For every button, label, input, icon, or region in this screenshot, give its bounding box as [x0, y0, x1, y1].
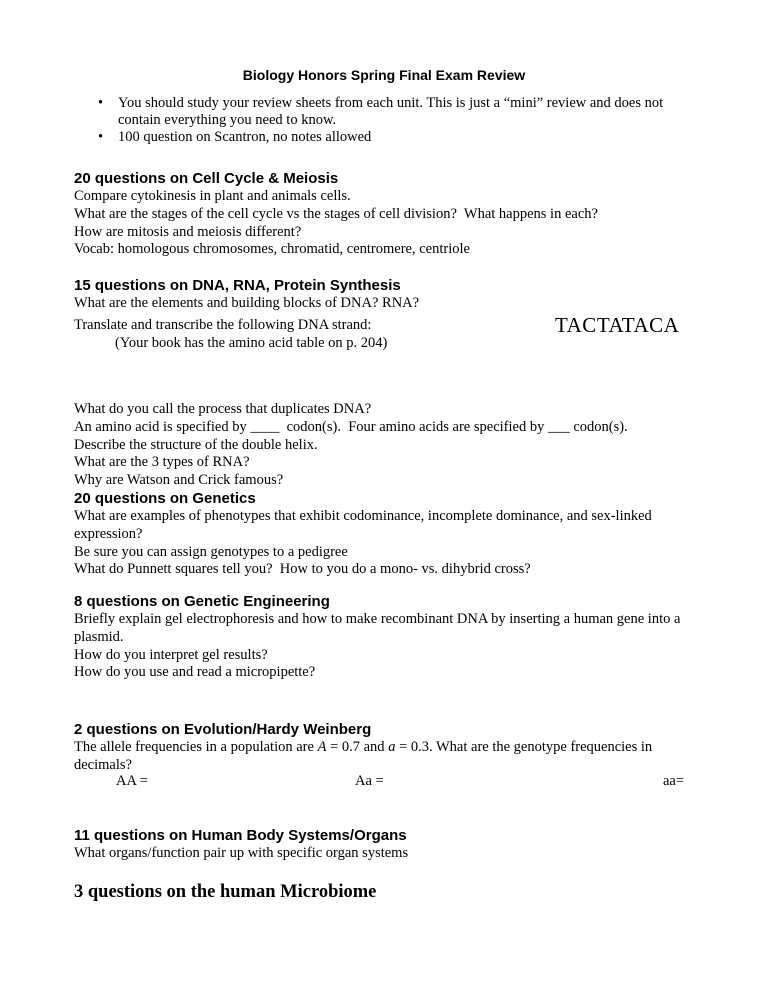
text-line: Translate and transcribe the following DNA strand: — [74, 316, 372, 333]
genotype-aa-recessive: aa= — [663, 773, 685, 789]
text-line: An amino acid is specified by ____ codon(s). Four amino acids are specified by ___ codon(s). — [74, 418, 628, 435]
text-line: What are the stages of the cell cycle vs the stages of cell division? What happens in each? — [74, 205, 598, 222]
allele-symbol: a — [388, 739, 396, 755]
text-line: What are the elements and building blocks of DNA? RNA? — [74, 295, 420, 311]
section-body-hardy-weinberg — [74, 739, 694, 775]
bullet-text: 100 question on Scantron, no notes allowed — [118, 129, 372, 145]
bullet-text: You should study your review sheets from each unit. This is just a “mini” review and does not contain everything you need to know. — [118, 95, 664, 128]
text-line: How do you use and read a micropipette? — [74, 664, 316, 681]
text-line: (Your book has the amino acid table on p. 204) — [115, 334, 388, 351]
text-run: = 0.3. What are the genotype frequencies in decimals? — [74, 739, 653, 773]
section-heading-dna-rna: 15 questions on DNA, RNA, Protein Synthesis — [74, 277, 401, 294]
section-body-genetic-engineering — [74, 611, 694, 682]
text-line: Vocab: homologous chromosomes, chromatid, centromere, centriole — [74, 241, 470, 258]
text-line: Compare cytokinesis in plant and animals cells. — [74, 188, 351, 204]
section-heading-hardy-weinberg: 2 questions on Evolution/Hardy Weinberg — [74, 721, 372, 738]
genotype-aa-hetero: Aa = — [355, 773, 384, 789]
text-line: What are examples of phenotypes that exhibit codominance, incomplete dominance, and sex-linked expression? — [74, 508, 652, 542]
bullet-icon: • — [98, 129, 104, 145]
text-line: What do you call the process that duplicates DNA? — [74, 401, 372, 417]
text-line: What organs/function pair up with specific organ systems — [74, 845, 409, 861]
genotype-aa-dominant: AA = — [116, 773, 148, 789]
intro-bullet-list — [98, 95, 698, 146]
section-heading-microbiome: 3 questions on the human Microbiome — [74, 882, 377, 902]
text-line: Briefly explain gel electrophoresis and how to make recombinant DNA by inserting a human gene into a plasmid. — [74, 611, 681, 645]
list-item — [98, 95, 698, 129]
page-title: Biology Honors Spring Final Exam Review — [242, 67, 526, 83]
list-item — [98, 129, 698, 146]
section-body-dna-rna-bottom — [74, 401, 694, 490]
section-heading-genetic-engineering: 8 questions on Genetic Engineering — [74, 593, 330, 610]
section-body-genetics — [74, 508, 694, 579]
text-line: Describe the structure of the double helix. — [74, 436, 318, 453]
text-line: What are the 3 types of RNA? — [74, 454, 250, 471]
text-run: = 0.7 and — [326, 739, 389, 755]
bullet-icon: • — [98, 95, 104, 111]
section-heading-body-systems: 11 questions on Human Body Systems/Organs — [74, 827, 407, 844]
section-heading-cell-cycle: 20 questions on Cell Cycle & Meiosis — [74, 170, 339, 187]
text-run: The allele frequencies in a population are — [74, 739, 318, 755]
text-line: Why are Watson and Crick famous? — [74, 472, 284, 489]
text-line: Be sure you can assign genotypes to a pedigree — [74, 543, 348, 560]
section-body-body-systems — [74, 845, 694, 863]
section-heading-genetics: 20 questions on Genetics — [74, 490, 256, 507]
allele-symbol: A — [317, 739, 327, 755]
section-body-cell-cycle — [74, 188, 694, 259]
text-line: What do Punnett squares tell you? How to you do a mono- vs. dihybrid cross? — [74, 561, 531, 578]
text-line: How do you interpret gel results? — [74, 646, 268, 663]
dna-strand: TACTATACA — [555, 313, 680, 337]
text-line — [74, 739, 694, 775]
text-line: How are mitosis and meiosis different? — [74, 223, 302, 240]
